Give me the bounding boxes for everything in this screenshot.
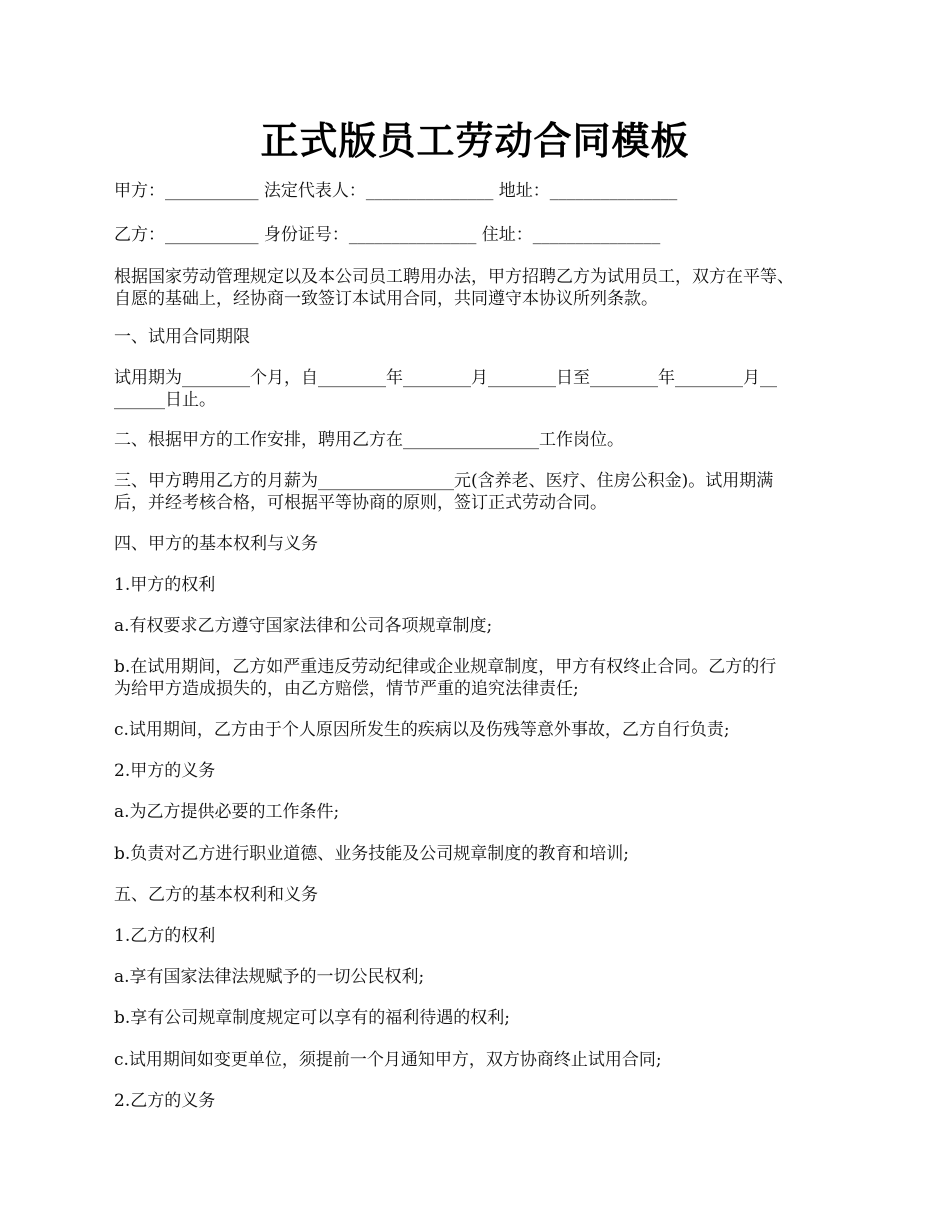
party-b-duties-heading: 2.乙方的义务 xyxy=(114,1091,216,1111)
party-b-rights-heading: 1.乙方的权利 xyxy=(114,926,216,946)
probation-period-line-1: 试用期为________个月，自________年________月________日至________年________月__ xyxy=(114,368,777,388)
preamble-line-2: 自愿的基础上，经协商一致签订本试用合同，共同遵守本协议所列条款。 xyxy=(114,289,658,309)
party-a-right-b-line-1: b.在试用期间，乙方如严重违反劳动纪律或企业规章制度，甲方有权终止合同。乙方的行 xyxy=(114,657,777,677)
party-a-right-c: c.试用期间，乙方由于个人原因所发生的疾病以及伤残等意外事故，乙方自行负责; xyxy=(114,720,730,740)
section-3-line-1: 三、甲方聘用乙方的月薪为________________元(含养老、医疗、住房公积金)。试用期满 xyxy=(114,471,774,491)
party-a-right-b-line-2: 为给甲方造成损失的，由乙方赔偿，情节严重的追究法律责任; xyxy=(114,679,579,699)
party-a-line: 甲方：___________ 法定代表人：_______________ 地址：_______________ xyxy=(114,181,678,201)
document-title: 正式版员工劳动合同模板 xyxy=(260,118,690,163)
preamble-line-1: 根据国家劳动管理规定以及本公司员工聘用办法，甲方招聘乙方为试用员工，双方在平等、 xyxy=(114,267,794,287)
section-3-line-2: 后，并经考核合格，可根据平等协商的原则，签订正式劳动合同。 xyxy=(114,493,607,513)
party-a-duty-a: a.为乙方提供必要的工作条件; xyxy=(114,802,340,822)
section-2-line: 二、根据甲方的工作安排，聘用乙方在________________工作岗位。 xyxy=(114,430,624,450)
party-b-line: 乙方：___________ 身份证号：_______________ 住址：_______________ xyxy=(114,225,661,245)
party-a-rights-heading: 1.甲方的权利 xyxy=(114,575,216,595)
party-a-duties-heading: 2.甲方的义务 xyxy=(114,761,216,781)
party-b-right-a: a.享有国家法律法规赋予的一切公民权利; xyxy=(114,967,425,987)
probation-period-line-2: ______日止。 xyxy=(114,390,216,410)
section-5-heading: 五、乙方的基本权利和义务 xyxy=(114,885,318,905)
section-1-heading: 一、试用合同期限 xyxy=(114,327,250,347)
party-a-duty-b: b.负责对乙方进行职业道德、业务技能及公司规章制度的教育和培训; xyxy=(114,844,630,864)
party-b-right-b: b.享有公司规章制度规定可以享有的福利待遇的权利; xyxy=(114,1008,511,1028)
party-a-right-a: a.有权要求乙方遵守国家法律和公司各项规章制度; xyxy=(114,616,493,636)
party-b-right-c: c.试用期间如变更单位，须提前一个月通知甲方，双方协商终止试用合同; xyxy=(114,1050,662,1070)
section-4-heading: 四、甲方的基本权利与义务 xyxy=(114,534,318,554)
